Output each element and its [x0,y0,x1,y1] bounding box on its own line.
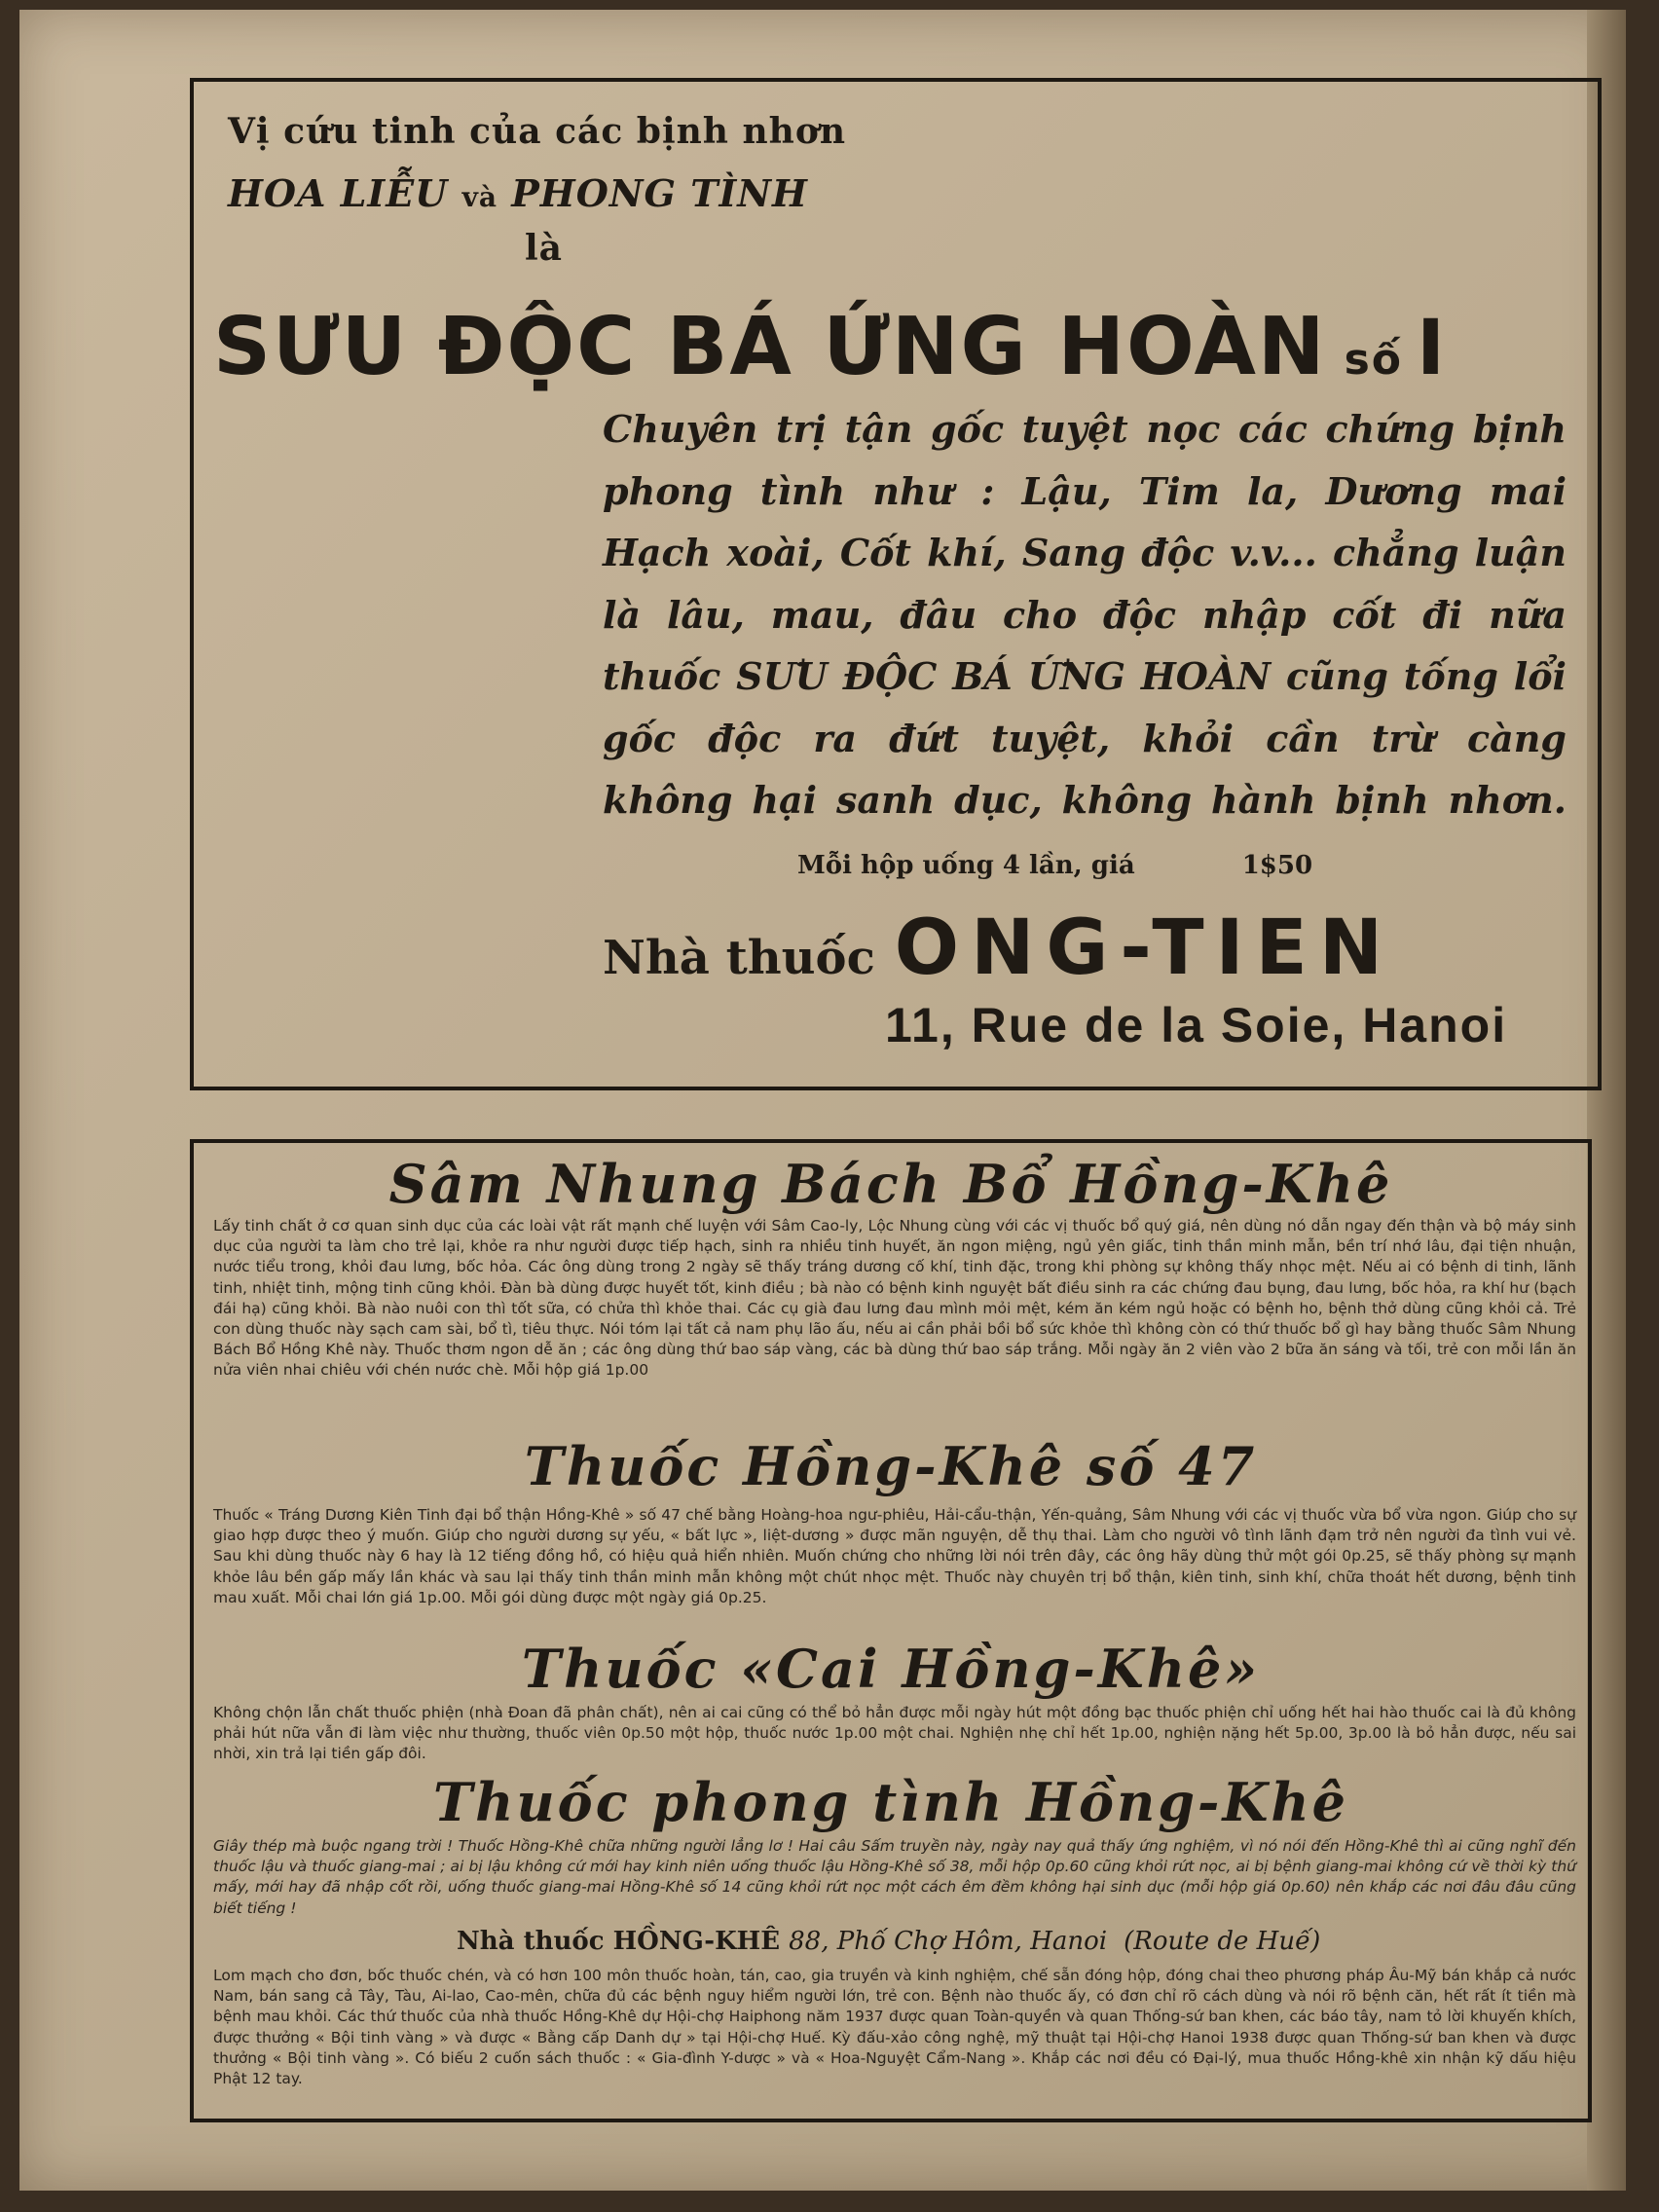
ad1-store-prefix: Nhà thuốc [603,931,875,985]
ad1-title-number: I [1416,305,1448,392]
ad2-store-line [457,1927,1320,1956]
ad1-price-label: Mỗi hộp uống 4 lần, giá [797,851,1135,880]
ad2-store-route: (Route de Huế) [1124,1927,1321,1956]
advertisement-suu-doc-ba-ung-hoan [190,78,1602,1090]
advertisement-hong-khe [190,1139,1592,2122]
ad2-store-address: 88, Phố Chợ Hôm, Hanoi [789,1927,1108,1956]
paragraph-hong-khe-47: Thuốc « Tráng Dương Kiên Tinh đại bổ thận Hồng-Khê » số 47 chế bằng Hoàng-hoa ngư-phiêu, Hải-cẩu-thận, Yến-quảng, Sâm Nhung với các vị thuốc vừa bổ vừa ngon. Giúp cho sự giao hợp được theo ý muốn. Giúp cho người dương sự yếu, « bất lực », liệt-dương » được mãn nguyện, dễ thụ thai. Làm cho người vô tình lãnh đạm trở nên người đa tình vui vẻ. Sau khi dùng thuốc này 6 hay là 12 tiếng đồng hồ, có hiệu quả hiển nhiên. Muốn chứng cho những lời nói trên đây, các ông hãy dùng thử một gói 0p.25, sẽ thấy phòng sự mạnh khỏe lâu bền gấp mấy lần khác và sau lại thấy tinh thần minh mẫn không một chút nhọc mệt. Thuốc này chuyên trị bổ thận, kiên tinh, sinh khí, chữa thoát hết dương, bệnh tinh mau xuất. Mỗi chai lớn giá 1p.00. Mỗi gói dùng được một ngày giá 0p.25. [213,1506,1576,1606]
ad1-address: 11, Rue de la Soie, Hanoi [885,998,1508,1052]
ad1-title [213,301,1447,393]
paragraph-sam-nhung: Lấy tinh chất ở cơ quan sinh dục của các loài vật rất mạnh chế luyện với Sâm Cao-ly, Lộc Nhung cùng với các vị thuốc bổ quý giá, nên dùng nó dẫn ngay đến thận và bộ máy sinh dục của người ta làm cho trẻ lại, khỏe ra như người được tiếp hạch, sinh ra nhiều tinh huyết, ăn ngon miệng, ngủ yên giấc, tinh thần minh mẫn, bền trí nhớ lâu, đại tiện nhuận, nước tiểu trong, khỏi đau lưng, bốc hỏa. Các ông dùng trong 2 ngày sẽ thấy tráng dương cố khí, tinh đặc, trong khi phòng sự không thấy nhọc mệt. Nếu ai có bệnh di tinh, lãnh tinh, nhiệt tinh, mộng tinh cũng khỏi. Đàn bà dùng được huyết tốt, kinh điều ; bà nào có bệnh kinh nguyệt bất điều sinh ra các chứng đau bụng, đau lưng, bốc hỏa, ra khí hư (bạch đái hạ) cũng khỏi. Bà nào nuôi con thì tốt sữa, có chửa thì khỏe thai. Các cụ già đau lưng đau mình mỏi mệt, kém ăn kém ngủ hoặc có bệnh ho, bệnh thở dùng cũng khỏi cả. Trẻ con dùng thuốc này sạch cam sài, bổ tì, tiêu thực. Nói tóm lại tất cả nam phụ lão ấu, nếu ai cần phải bồi bổ sức khỏe thì không còn có thứ thuốc bổ gì hay bằng thuốc Sâm Nhung Bách Bổ Hồng Khê này. Thuốc thơm ngon dễ ăn ; các ông dùng thứ bao sáp vàng, các bà dùng thứ bao sáp trắng. Mỗi ngày ăn 2 viên vào 2 bữa ăn sáng và tối, trẻ con mỗi lần ăn nửa viên nhai chiêu với chén nước chè. Mỗi hộp giá 1p.00 [213,1217,1576,1380]
intro-line-3: là [525,228,564,269]
heading-hong-khe-47: Thuốc Hồng-Khê số 47 [524,1435,1258,1497]
paragraph-store-info: Lom mạch cho đơn, bốc thuốc chén, và có hơn 100 môn thuốc hoàn, tán, cao, gia truyền và kinh nghiệm, chế sẵn đóng hộp, đóng chai theo phương pháp Âu-Mỹ bán khắp cả nước Nam, bán sang cả Tây, Tàu, Ai-lao, Cao-mên, chữa đủ các bệnh nguy hiểm người lớn, trẻ con. Bệnh nào thuốc ấy, có đơn chỉ rõ cách dùng và nói rõ bệnh căn, hết rất ít tiền mà bệnh mau khỏi. Các thứ thuốc của nhà thuốc Hồng-Khê dự Hội-chợ Haiphong năm 1937 được quan Toàn-quyền và quan Thống-sứ ban khen, các báo tây, nam tỏ lời khuyến khích, được thưởng « Bội tinh vàng » và được « Bằng cấp Danh dự » tại Hội-chợ Huế. Kỳ đấu-xảo công nghệ, mỹ thuật tại Hội-chợ Hanoi 1938 được quan Thống-sứ ban khen và được thưởng « Bội tinh vàng ». Có biếu 2 cuốn sách thuốc : « Gia-đình Y-dược » và « Hoa-Nguyệt Cẩm-Nang ». Khắp các nơi đều có Đại-lý, mua thuốc Hồng-khê xin nhận kỹ dấu hiệu Phật 12 tay. [213,1967,1576,2088]
ad1-body-line: gốc độc ra đứt tuyệt, khỏi cần trừ càng [603,716,1567,760]
ad1-body-line: phong tình như : Lậu, Tim la, Dương mai [603,468,1567,513]
heading-cai-hong-khe: Thuốc «Cai Hồng-Khê» [521,1638,1261,1700]
newspaper-page [19,10,1626,2191]
ad1-body-line: Chuyên trị tận gốc tuyệt nọc các chứng bịnh [603,407,1567,451]
intro-line-2 [228,171,808,215]
ad1-price [797,851,1312,880]
intro-phong-tinh: PHONG TÌNH [511,171,808,215]
paragraph-phong-tinh: Giây thép mà buộc ngang trời ! Thuốc Hồng-Khê chữa những người lẳng lơ ! Hai câu Sấm truyền này, ngày nay quả thấy ứng nghiệm, vì nó nói đến Hồng-Khê thì ai cũng nghĩ đến thuốc lậu và thuốc giang-mai ; ai bị lậu không cứ mới hay kinh niên uống thuốc lậu Hồng-Khê số 38, mỗi hộp 0p.60 cũng khỏi rứt nọc, ai bị bệnh giang-mai không cứ về thời kỳ thứ mấy, mới hay đã nhập cốt rồi, uống thuốc giang-mai Hồng-Khê số 14 cũng khỏi rứt nọc một cách êm đềm không hại sinh dục (mỗi hộp giá 0p.60) nên khắp các nơi đâu đâu cũng biết tiếng ! [213,1837,1576,1917]
ad1-title-so: số [1344,335,1403,385]
intro-hoa-lieu: HOA LIỄU [228,171,449,215]
intro-va: và [461,181,498,213]
ad1-body-line: không hại sanh dục, không hành bịnh nhơn. [603,778,1567,822]
ad1-body-line: là lâu, mau, đâu cho độc nhập cốt đi nữa [603,592,1567,637]
paragraph-cai-hong-khe: Không chộn lẫn chất thuốc phiện (nhà Đoan đã phân chất), nên ai cai cũng có thể bỏ hẳn được mỗi ngày hút một đồng bạc thuốc phiện chỉ uống hết hai hào thuốc cai là đủ không phải hút nữa vẫn đi làm việc như thường, thuốc viên 0p.50 một hộp, thuốc nước 1p.00 một chai. Nghiện nhẹ chỉ hết 1p.00, nghiện nặng hết 5p.00, 3p.00 là bỏ hẳn được, nếu sai nhời, xin trả lại tiền gấp đôi. [213,1704,1576,1763]
intro-line-1: Vị cứu tinh của các bịnh nhơn [228,111,847,152]
ad1-body-line: Hạch xoài, Cốt khí, Sang độc v.v... chẳng luận [603,531,1567,574]
ad2-store-name: Nhà thuốc HỒNG-KHÊ [457,1927,781,1956]
ad1-body [603,398,1567,831]
ad1-title-text: SƯU ĐỘC BÁ ỨNG HOÀN [213,301,1327,393]
heading-phong-tinh-hong-khe: Thuốc phong tình Hồng-Khê [432,1771,1349,1833]
ad1-body-line: thuốc SƯU ĐỘC BÁ ỨNG HOÀN cũng tống lổi [603,654,1567,698]
ad1-price-value: 1$50 [1241,851,1313,880]
ad1-store-name: ONG-TIEN [894,904,1395,992]
heading-sam-nhung: Sâm Nhung Bách Bổ Hồng-Khê [388,1153,1393,1215]
ad1-store [603,904,1394,992]
